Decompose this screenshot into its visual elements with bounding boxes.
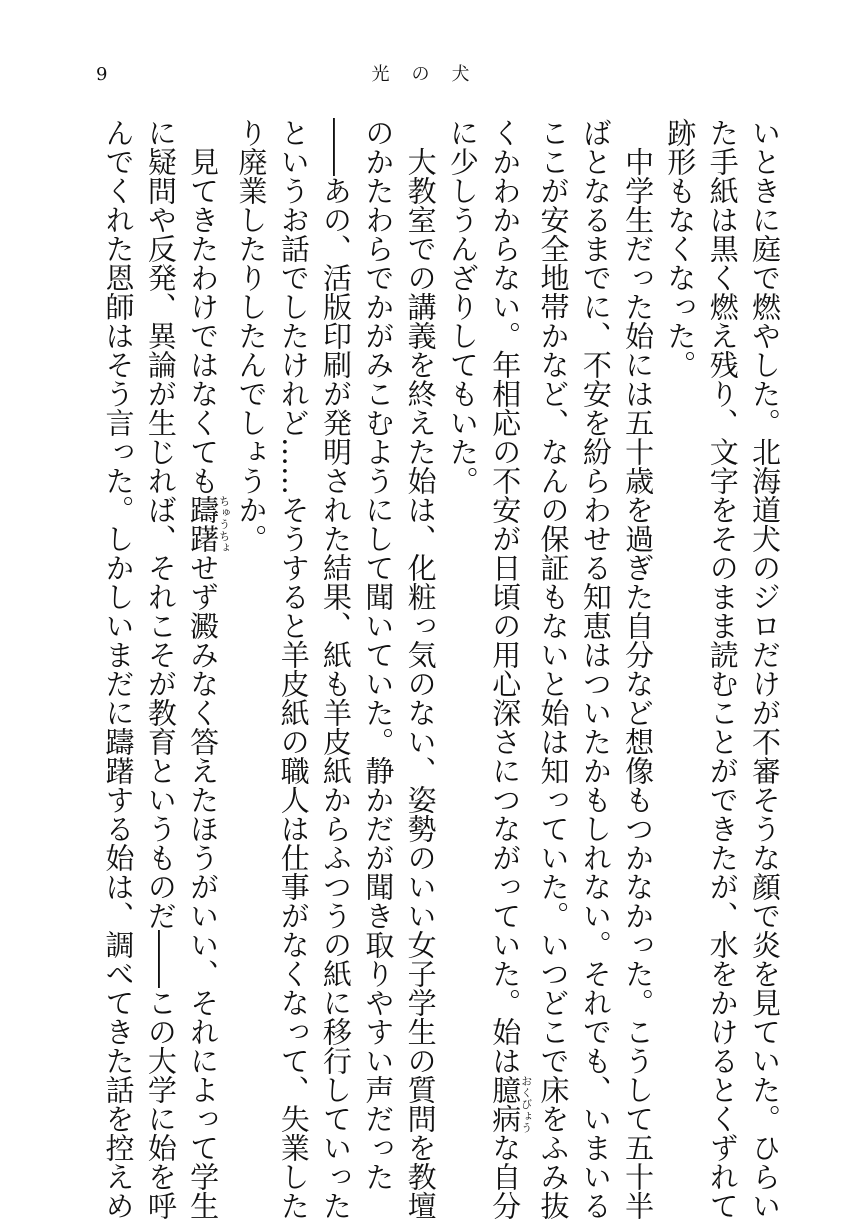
text-line: ここが安全地帯かなど、なんの保証もないと始は知っていた。いつどこで床をふみ抜 xyxy=(536,118,571,1220)
text-line: に疑問や反発、異論が生じれば、それこそが教育というものだ――この大学に始を呼 xyxy=(143,118,178,1220)
text-line: 中学生だった始には五十歳を過ぎた自分など想像もつかなかった。こうして五十半 xyxy=(621,118,656,1220)
ruby-reading: ちゅうちょ xyxy=(217,495,231,553)
text-line: 大教室での講義を終えた始は、化粧っ気のない、姿勢のいい女子学生の質問を教壇 xyxy=(403,118,438,1220)
text-line: いときに庭で燃やした。北海道犬のジロだけが不審そうな顔で炎を見ていた。ひらい xyxy=(748,118,782,1220)
text-line: 見てきたわけではなくても躊躇ちゅうちょせず澱みなく答えたほうがいい、それによって学生 xyxy=(186,118,231,1220)
text-line: ばとなるまでに、不安を紛らわせる知恵はついたかもしれない。それでも、いまいる xyxy=(578,118,613,1220)
text-line: んでくれた恩師はそう言った。しかしいまだに躊躇する始は、調べてきた話を控えめ xyxy=(101,118,136,1220)
text-line: のかたわらでかがみこむようにして聞いていた。静かだが聞き取りやすい声だった xyxy=(361,118,396,1191)
text-line: ――あの、活版印刷が発明された結果、紙も羊皮紙からふつうの紙に移行していった xyxy=(319,118,354,1220)
ruby-annotation: 躊躇ちゅうちょ xyxy=(186,495,231,553)
running-title: 光の犬 xyxy=(371,64,492,85)
body-text xyxy=(96,118,786,1220)
page-number: 9 xyxy=(96,64,108,85)
text-line: というお話でしたけれど……そうすると羊皮紙の職人は仕事がなくなって、失業した xyxy=(276,118,311,1220)
text-line: た手紙は黒く燃え残り、文字をそのまま読むことができたが、水をかけるとくずれて xyxy=(705,118,740,1220)
text-line: 跡形もなくなった。 xyxy=(663,118,698,379)
text-line: くかわからない。年相応の不安が日頃の用心深さにつながっていた。始は臆病おくびょうな自分 xyxy=(488,118,533,1220)
ruby-annotation: 臆病おくびょう xyxy=(488,1075,533,1133)
ruby-reading: おくびょう xyxy=(519,1075,533,1133)
text-line: に少しうんざりしてもいた。 xyxy=(445,118,480,495)
text-line: り廃業したりしたんでしょうか。 xyxy=(234,118,269,553)
